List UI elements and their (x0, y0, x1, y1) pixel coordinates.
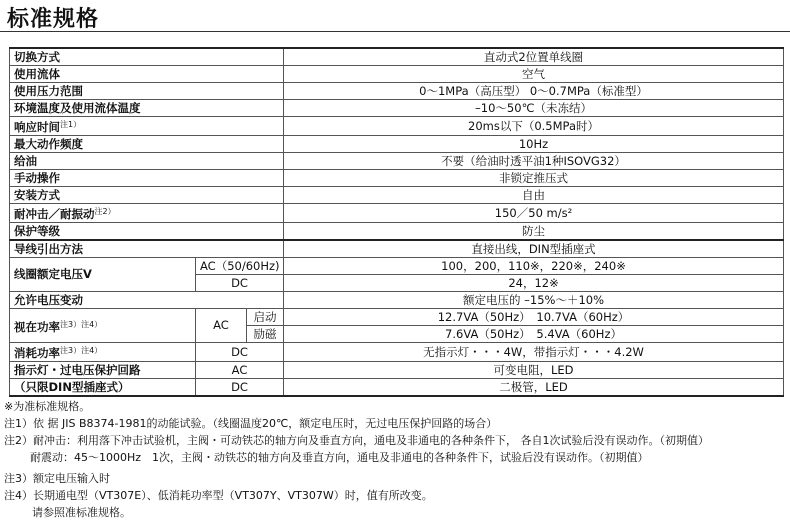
row-label: 使用压力范围 (10, 83, 284, 100)
spec-table (9, 47, 784, 397)
sub-label: 启动 (247, 309, 284, 326)
row-label (10, 204, 284, 223)
row-label: 环境温度及使用流体温度 (10, 100, 284, 117)
row-label (10, 309, 196, 343)
footnote: 注3）额定电压输入时 (4, 472, 110, 485)
table-row (10, 48, 784, 66)
table-row (10, 83, 784, 100)
table-row (10, 258, 784, 275)
table-row (10, 204, 784, 223)
table-row (10, 66, 784, 83)
sub-label: AC（50/60Hz) (196, 258, 284, 275)
footnote-mark: 注3）注4） (60, 319, 103, 329)
row-label: 导线引出方法 (10, 240, 284, 258)
table-row (10, 343, 784, 362)
sub-label: AC (196, 309, 247, 343)
footnote: 注4）长期通电型（VT307E）、低消耗功率型（VT307Y、VT307W）时，值有所改变。 (4, 489, 433, 502)
row-label: 保护等级 (10, 223, 284, 241)
row-value: 100，200，110※，220※，240※ (284, 258, 784, 275)
table-row (10, 240, 784, 258)
footnotes (4, 398, 786, 521)
footnote: 请参照准标准规格。 (32, 506, 131, 519)
row-value: 12.7VA（50Hz） 10.7VA（60Hz） (284, 309, 784, 326)
row-value: 20ms以下（0.5MPa时） (284, 117, 784, 136)
footnote-mark: 注1） (60, 120, 82, 129)
row-label: 手动操作 (10, 170, 284, 187)
sub-label: DC (196, 379, 284, 397)
row-label: 最大动作频度 (10, 136, 284, 153)
label-text: 视在功率 (14, 319, 60, 334)
row-value: 不要（给油时透平油1种ISOVG32） (284, 153, 784, 170)
row-value: 二极管，LED (284, 379, 784, 397)
table-row (10, 362, 784, 379)
sub-label: DC (196, 275, 284, 292)
row-value: 非锁定推压式 (284, 170, 784, 187)
table-row (10, 153, 784, 170)
row-value: 空气 (284, 66, 784, 83)
footnote-mark: 注3）注4） (60, 346, 103, 355)
row-value: 直接出线，DIN型插座式 (284, 240, 784, 258)
page-title: 标准规格 (7, 7, 100, 32)
label-text: 消耗功率 (14, 346, 60, 360)
row-label: 指示灯・过电压保护回路 (10, 362, 196, 379)
footnote: 耐震动：45〜1000Hz 1次，主阀・动铁芯的轴方向及垂直方向，通电及非通电的各种条件下，试验后没有误动作。（初期值） (30, 451, 649, 464)
footnote: ※为准标准规格。 (4, 400, 91, 413)
row-label: 使用流体 (10, 66, 284, 83)
table-row (10, 170, 784, 187)
row-label: （只限DIN型插座式） (10, 379, 196, 397)
row-value: 150／50 m/s² (284, 204, 784, 223)
row-value: –10〜50℃（未冻结） (284, 100, 784, 117)
sub-label: AC (196, 362, 284, 379)
row-value: 防尘 (284, 223, 784, 241)
row-label (10, 343, 196, 362)
row-value: 直动式2位置单线圈 (284, 48, 784, 66)
row-value: 7.6VA（50Hz） 5.4VA（60Hz） (284, 326, 784, 343)
footnote-mark: 注2） (94, 207, 116, 216)
row-label: 线圈额定电压V (10, 258, 196, 292)
row-value: 可变电阻，LED (284, 362, 784, 379)
table-row (10, 223, 784, 241)
row-value: 自由 (284, 187, 784, 204)
row-value: 无指示灯・・・4W，带指示灯・・・4.2W (284, 343, 784, 362)
table-row (10, 100, 784, 117)
table-row (10, 309, 784, 326)
row-label: 允许电压变动 (10, 292, 284, 309)
row-value: 额定电压的 –15%〜＋10% (284, 292, 784, 309)
table-row (10, 136, 784, 153)
table-row (10, 187, 784, 204)
row-label (10, 117, 284, 136)
row-value: 10Hz (284, 136, 784, 153)
label-text: 响应时间 (14, 120, 60, 134)
row-label: 给油 (10, 153, 284, 170)
sub-label: 励磁 (247, 326, 284, 343)
footnote: 注2）耐冲击：利用落下冲击试验机，主阀・可动铁芯的轴方向及垂直方向，通电及非通电的各种条件下， 各自1次试验后没有误动作。（初期值） (4, 434, 709, 447)
label-text: 耐冲击／耐振动 (14, 207, 95, 221)
sub-label: DC (196, 343, 284, 362)
row-value: 0〜1MPa（高压型） 0〜0.7MPa（标准型） (284, 83, 784, 100)
title-divider (0, 31, 790, 32)
footnote: 注1）依 据 JIS B8374-1981的动能试验。（线圈温度20℃，额定电压时，无过电压保护回路的场合） (4, 417, 498, 430)
table-row (10, 292, 784, 309)
row-label: 切换方式 (10, 48, 284, 66)
row-label: 安装方式 (10, 187, 284, 204)
table-row (10, 379, 784, 397)
row-value: 24，12※ (284, 275, 784, 292)
table-row (10, 117, 784, 136)
